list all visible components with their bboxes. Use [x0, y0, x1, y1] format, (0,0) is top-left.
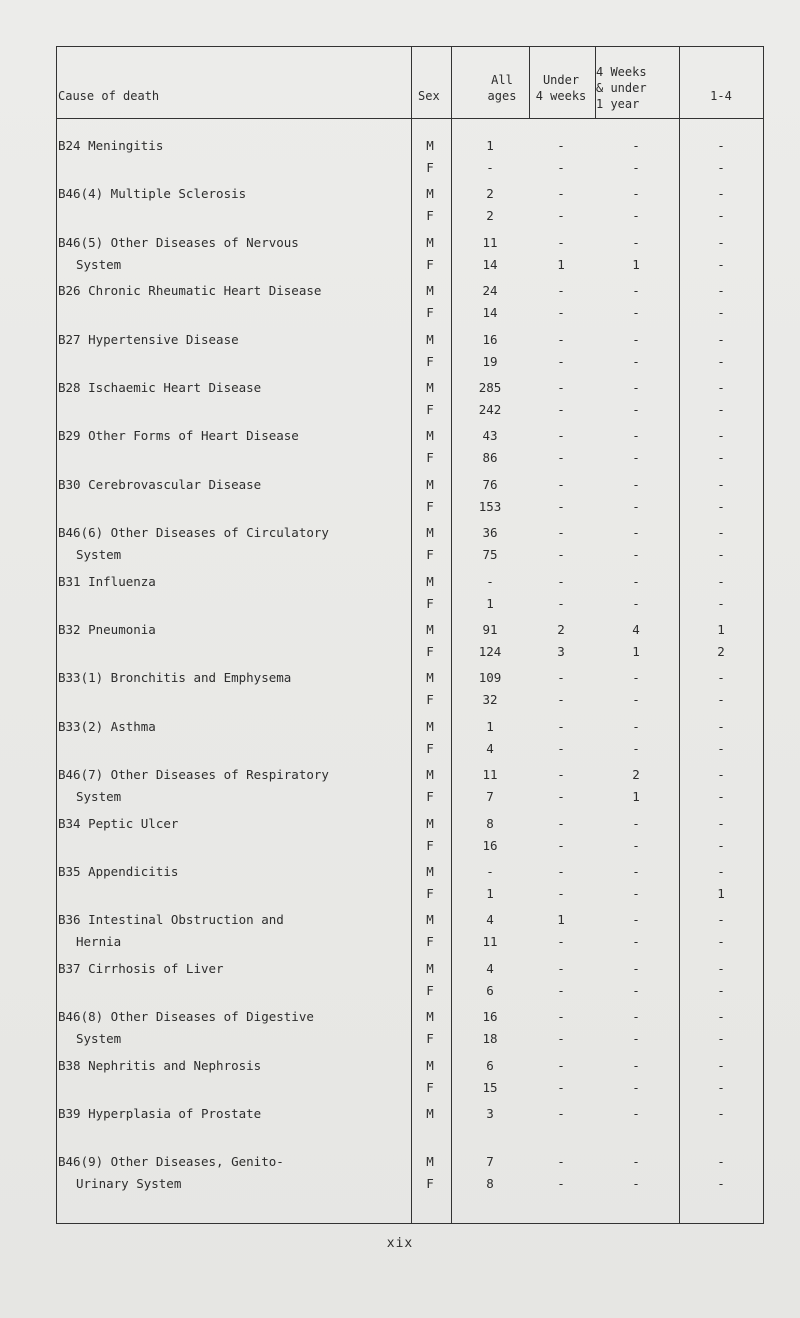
- female-under-4-weeks-cell: -: [557, 160, 565, 175]
- male-sex-cell: M: [426, 234, 434, 250]
- female-age-1-4-cell: -: [717, 160, 725, 175]
- male-4-weeks-under-1-year-cell: -: [632, 1057, 640, 1073]
- male-age-1-4-cell: -: [717, 767, 725, 783]
- female-under-4-weeks-cell: -: [557, 353, 565, 369]
- male-age-1-4-cell: -: [717, 138, 725, 153]
- male-under-4-weeks-cell: -: [557, 1057, 565, 1073]
- female-all-ages-cell: 6: [486, 982, 494, 998]
- header-age-1-4: 1-4: [710, 89, 732, 103]
- header-all-ages: All ages: [487, 73, 517, 103]
- male-age-1-4-cell: -: [717, 670, 725, 686]
- male-age-1-4-cell: -: [717, 525, 725, 541]
- male-4-weeks-under-1-year-cell: -: [632, 428, 640, 444]
- female-sex-cell: F: [426, 1176, 434, 1192]
- table-top-rule: [57, 46, 763, 47]
- header-cause: Cause of death: [58, 89, 160, 103]
- male-sex-cell: M: [426, 864, 434, 879]
- female-sex-cell: F: [426, 305, 434, 321]
- female-all-ages-cell: 14: [482, 256, 498, 272]
- male-all-ages-cell: 11: [482, 234, 498, 250]
- female-all-ages-cell: 15: [482, 1079, 498, 1095]
- female-sex-cell: F: [426, 256, 434, 272]
- female-4-weeks-under-1-year-cell: -: [632, 208, 640, 224]
- male-sex-cell: M: [426, 186, 434, 202]
- male-age-1-4-cell: -: [717, 380, 725, 395]
- male-age-1-4-cell: -: [717, 960, 725, 976]
- male-sex-cell: M: [426, 1057, 434, 1073]
- male-age-1-4-cell: -: [717, 1106, 725, 1121]
- cause-label: B36 Intestinal Obstruction and: [58, 912, 284, 928]
- header-bottom-rule: [57, 118, 763, 119]
- male-age-1-4-cell: -: [717, 476, 725, 492]
- female-age-1-4-cell: -: [717, 692, 725, 708]
- male-4-weeks-under-1-year-cell: -: [632, 815, 640, 831]
- male-all-ages-cell: 4: [486, 912, 494, 928]
- female-under-4-weeks-cell: -: [557, 1031, 565, 1047]
- header-under-4-weeks: Under 4 weeks: [535, 73, 587, 103]
- female-4-weeks-under-1-year-cell: -: [632, 1176, 640, 1192]
- female-sex-cell: F: [426, 1031, 434, 1047]
- female-all-ages-cell: 19: [482, 353, 498, 369]
- male-age-1-4-cell: -: [717, 1057, 725, 1073]
- cause-label: B32 Pneumonia: [58, 622, 156, 637]
- cause-label: B46(4) Multiple Sclerosis: [58, 186, 247, 202]
- male-age-1-4-cell: -: [717, 186, 725, 202]
- cause-label: B46(6) Other Diseases of Circulatory: [58, 525, 329, 541]
- male-under-4-weeks-cell: -: [557, 138, 565, 153]
- male-under-4-weeks-cell: -: [557, 573, 565, 589]
- male-4-weeks-under-1-year-cell: -: [632, 525, 640, 541]
- cause-label: B35 Appendicitis: [58, 864, 179, 879]
- male-under-4-weeks-cell: 1: [557, 912, 565, 928]
- male-sex-cell: M: [426, 670, 434, 686]
- male-sex-cell: M: [426, 1154, 434, 1170]
- male-under-4-weeks-cell: -: [557, 1106, 565, 1121]
- female-all-ages-cell: 18: [482, 1031, 498, 1047]
- female-all-ages-cell: 1: [486, 595, 494, 611]
- male-sex-cell: M: [426, 331, 434, 347]
- male-sex-cell: M: [426, 1106, 434, 1121]
- male-sex-cell: M: [426, 283, 434, 299]
- male-all-ages-cell: 7: [486, 1154, 494, 1170]
- male-all-ages-cell: 1: [486, 718, 494, 734]
- female-all-ages-cell: 242: [478, 402, 502, 417]
- cause-label: B46(9) Other Diseases, Genito-: [58, 1154, 284, 1170]
- male-sex-cell: M: [426, 525, 434, 541]
- female-under-4-weeks-cell: -: [557, 208, 565, 224]
- female-sex-cell: F: [426, 934, 434, 950]
- male-sex-cell: M: [426, 428, 434, 444]
- male-sex-cell: M: [426, 718, 434, 734]
- female-all-ages-cell: 11: [482, 934, 498, 950]
- female-age-1-4-cell: -: [717, 837, 725, 853]
- female-4-weeks-under-1-year-cell: 1: [632, 644, 640, 659]
- female-sex-cell: F: [426, 692, 434, 708]
- male-sex-cell: M: [426, 767, 434, 783]
- male-under-4-weeks-cell: -: [557, 283, 565, 299]
- male-all-ages-cell: 43: [482, 428, 498, 444]
- male-4-weeks-under-1-year-cell: -: [632, 670, 640, 686]
- female-under-4-weeks-cell: -: [557, 1079, 565, 1095]
- female-sex-cell: F: [426, 837, 434, 853]
- female-sex-cell: F: [426, 982, 434, 998]
- female-sex-cell: F: [426, 402, 434, 417]
- female-under-4-weeks-cell: -: [557, 982, 565, 998]
- female-under-4-weeks-cell: -: [557, 1176, 565, 1192]
- cause-label: B29 Other Forms of Heart Disease: [58, 428, 299, 444]
- male-4-weeks-under-1-year-cell: -: [632, 1009, 640, 1025]
- male-all-ages-cell: 285: [478, 380, 502, 395]
- male-4-weeks-under-1-year-cell: -: [632, 380, 640, 395]
- female-age-1-4-cell: -: [717, 208, 725, 224]
- male-under-4-weeks-cell: -: [557, 331, 565, 347]
- female-sex-cell: F: [426, 886, 434, 901]
- female-sex-cell: F: [426, 450, 434, 466]
- female-under-4-weeks-cell: -: [557, 692, 565, 708]
- cause-label-continued: System: [76, 1031, 122, 1047]
- female-all-ages-cell: 8: [486, 1176, 494, 1192]
- female-sex-cell: F: [426, 644, 434, 659]
- male-under-4-weeks-cell: -: [557, 476, 565, 492]
- male-4-weeks-under-1-year-cell: 4: [632, 622, 640, 637]
- cause-label: B33(2) Asthma: [58, 718, 156, 734]
- male-under-4-weeks-cell: -: [557, 525, 565, 541]
- male-age-1-4-cell: -: [717, 428, 725, 444]
- male-4-weeks-under-1-year-cell: -: [632, 476, 640, 492]
- male-4-weeks-under-1-year-cell: -: [632, 234, 640, 250]
- female-4-weeks-under-1-year-cell: -: [632, 160, 640, 175]
- female-all-ages-cell: 124: [478, 644, 502, 659]
- male-all-ages-cell: 8: [486, 815, 494, 831]
- female-all-ages-cell: 153: [478, 498, 502, 514]
- female-4-weeks-under-1-year-cell: -: [632, 450, 640, 466]
- male-all-ages-cell: 76: [482, 476, 498, 492]
- female-sex-cell: F: [426, 1079, 434, 1095]
- female-4-weeks-under-1-year-cell: -: [632, 595, 640, 611]
- male-sex-cell: M: [426, 912, 434, 928]
- cause-label: B26 Chronic Rheumatic Heart Disease: [58, 283, 322, 299]
- male-age-1-4-cell: -: [717, 912, 725, 928]
- female-sex-cell: F: [426, 740, 434, 756]
- male-4-weeks-under-1-year-cell: 2: [632, 767, 640, 783]
- male-4-weeks-under-1-year-cell: -: [632, 283, 640, 299]
- male-sex-cell: M: [426, 380, 434, 395]
- male-age-1-4-cell: -: [717, 331, 725, 347]
- female-4-weeks-under-1-year-cell: -: [632, 1031, 640, 1047]
- female-under-4-weeks-cell: -: [557, 934, 565, 950]
- female-4-weeks-under-1-year-cell: -: [632, 692, 640, 708]
- male-4-weeks-under-1-year-cell: -: [632, 138, 640, 153]
- cause-label: B27 Hypertensive Disease: [58, 331, 239, 347]
- female-4-weeks-under-1-year-cell: -: [632, 1079, 640, 1095]
- male-age-1-4-cell: -: [717, 864, 725, 879]
- male-sex-cell: M: [426, 138, 434, 153]
- male-all-ages-cell: 16: [482, 331, 498, 347]
- female-under-4-weeks-cell: -: [557, 547, 565, 563]
- female-age-1-4-cell: -: [717, 982, 725, 998]
- female-under-4-weeks-cell: -: [557, 595, 565, 611]
- male-all-ages-cell: 36: [482, 525, 498, 541]
- male-under-4-weeks-cell: -: [557, 670, 565, 686]
- male-all-ages-cell: -: [486, 573, 494, 589]
- cause-label: B33(1) Bronchitis and Emphysema: [58, 670, 292, 686]
- male-age-1-4-cell: -: [717, 234, 725, 250]
- male-all-ages-cell: 1: [486, 138, 494, 153]
- male-under-4-weeks-cell: -: [557, 815, 565, 831]
- cause-label-continued: Hernia: [76, 934, 122, 950]
- male-age-1-4-cell: -: [717, 1154, 725, 1170]
- female-under-4-weeks-cell: -: [557, 450, 565, 466]
- female-sex-cell: F: [426, 595, 434, 611]
- cause-label: B37 Cirrhosis of Liver: [58, 960, 224, 976]
- female-sex-cell: F: [426, 353, 434, 369]
- female-4-weeks-under-1-year-cell: 1: [632, 789, 640, 805]
- female-4-weeks-under-1-year-cell: -: [632, 402, 640, 417]
- cause-label-continued: Urinary System: [76, 1176, 182, 1192]
- female-sex-cell: F: [426, 789, 434, 805]
- male-all-ages-cell: 3: [486, 1106, 494, 1121]
- male-all-ages-cell: 2: [486, 186, 494, 202]
- female-4-weeks-under-1-year-cell: 1: [632, 256, 640, 272]
- male-age-1-4-cell: -: [717, 815, 725, 831]
- female-age-1-4-cell: -: [717, 305, 725, 321]
- female-sex-cell: F: [426, 547, 434, 563]
- female-sex-cell: F: [426, 208, 434, 224]
- cause-label: B34 Peptic Ulcer: [58, 815, 179, 831]
- female-age-1-4-cell: -: [717, 595, 725, 611]
- female-age-1-4-cell: -: [717, 547, 725, 563]
- female-age-1-4-cell: -: [717, 1176, 725, 1192]
- male-under-4-weeks-cell: -: [557, 864, 565, 879]
- female-age-1-4-cell: -: [717, 934, 725, 950]
- female-4-weeks-under-1-year-cell: -: [632, 934, 640, 950]
- male-all-ages-cell: 4: [486, 960, 494, 976]
- female-all-ages-cell: -: [486, 160, 494, 175]
- male-4-weeks-under-1-year-cell: -: [632, 186, 640, 202]
- cause-label-continued: System: [76, 256, 122, 272]
- female-4-weeks-under-1-year-cell: -: [632, 982, 640, 998]
- male-all-ages-cell: 109: [478, 670, 502, 686]
- male-sex-cell: M: [426, 573, 434, 589]
- cause-label: B38 Nephritis and Nephrosis: [58, 1057, 262, 1073]
- cause-label: B46(8) Other Diseases of Digestive: [58, 1009, 314, 1025]
- male-age-1-4-cell: -: [717, 573, 725, 589]
- female-4-weeks-under-1-year-cell: -: [632, 305, 640, 321]
- female-sex-cell: F: [426, 160, 434, 175]
- male-under-4-weeks-cell: -: [557, 186, 565, 202]
- female-sex-cell: F: [426, 498, 434, 514]
- female-all-ages-cell: 1: [486, 886, 494, 901]
- female-under-4-weeks-cell: -: [557, 402, 565, 417]
- female-under-4-weeks-cell: -: [557, 498, 565, 514]
- female-4-weeks-under-1-year-cell: -: [632, 837, 640, 853]
- cause-label: B24 Meningitis: [58, 138, 164, 153]
- male-under-4-weeks-cell: -: [557, 960, 565, 976]
- female-age-1-4-cell: -: [717, 353, 725, 369]
- cause-label: B30 Cerebrovascular Disease: [58, 476, 262, 492]
- male-all-ages-cell: 16: [482, 1009, 498, 1025]
- female-all-ages-cell: 4: [486, 740, 494, 756]
- female-all-ages-cell: 86: [482, 450, 498, 466]
- female-under-4-weeks-cell: -: [557, 886, 565, 901]
- male-sex-cell: M: [426, 960, 434, 976]
- female-all-ages-cell: 14: [482, 305, 498, 321]
- male-4-weeks-under-1-year-cell: -: [632, 864, 640, 879]
- male-all-ages-cell: 91: [482, 622, 498, 637]
- male-sex-cell: M: [426, 476, 434, 492]
- cause-label: B39 Hyperplasia of Prostate: [58, 1106, 262, 1121]
- male-all-ages-cell: 11: [482, 767, 498, 783]
- female-all-ages-cell: 32: [482, 692, 498, 708]
- male-4-weeks-under-1-year-cell: -: [632, 1154, 640, 1170]
- female-under-4-weeks-cell: 3: [557, 644, 565, 659]
- male-4-weeks-under-1-year-cell: -: [632, 1106, 640, 1121]
- male-4-weeks-under-1-year-cell: -: [632, 960, 640, 976]
- male-under-4-weeks-cell: -: [557, 380, 565, 395]
- cause-label: B28 Ischaemic Heart Disease: [58, 380, 262, 395]
- male-all-ages-cell: 6: [486, 1057, 494, 1073]
- cause-label-continued: System: [76, 789, 122, 805]
- male-under-4-weeks-cell: -: [557, 234, 565, 250]
- male-age-1-4-cell: -: [717, 1009, 725, 1025]
- female-all-ages-cell: 2: [486, 208, 494, 224]
- male-age-1-4-cell: -: [717, 283, 725, 299]
- female-4-weeks-under-1-year-cell: -: [632, 353, 640, 369]
- female-age-1-4-cell: -: [717, 789, 725, 805]
- female-age-1-4-cell: 1: [717, 886, 725, 901]
- male-sex-cell: M: [426, 815, 434, 831]
- header-4-weeks-under-1-year: 4 Weeks & under 1 year: [596, 65, 647, 111]
- male-all-ages-cell: -: [486, 864, 494, 879]
- cause-label: B31 Influenza: [58, 573, 156, 589]
- male-all-ages-cell: 24: [482, 283, 498, 299]
- female-all-ages-cell: 75: [482, 547, 498, 563]
- male-under-4-weeks-cell: -: [557, 1009, 565, 1025]
- male-age-1-4-cell: 1: [717, 622, 725, 637]
- female-age-1-4-cell: -: [717, 256, 725, 272]
- male-under-4-weeks-cell: 2: [557, 622, 565, 637]
- cause-label-continued: System: [76, 547, 122, 563]
- male-under-4-weeks-cell: -: [557, 1154, 565, 1170]
- female-under-4-weeks-cell: -: [557, 789, 565, 805]
- male-age-1-4-cell: -: [717, 718, 725, 734]
- male-sex-cell: M: [426, 1009, 434, 1025]
- male-under-4-weeks-cell: -: [557, 428, 565, 444]
- header-sex: Sex: [418, 89, 440, 103]
- female-under-4-weeks-cell: 1: [557, 256, 565, 272]
- female-age-1-4-cell: -: [717, 450, 725, 466]
- female-under-4-weeks-cell: -: [557, 837, 565, 853]
- female-under-4-weeks-cell: -: [557, 740, 565, 756]
- female-age-1-4-cell: -: [717, 498, 725, 514]
- male-under-4-weeks-cell: -: [557, 718, 565, 734]
- cause-label: B46(7) Other Diseases of Respiratory: [58, 767, 329, 783]
- cause-label: B46(5) Other Diseases of Nervous: [58, 234, 299, 250]
- female-age-1-4-cell: 2: [717, 644, 725, 659]
- female-4-weeks-under-1-year-cell: -: [632, 498, 640, 514]
- male-4-weeks-under-1-year-cell: -: [632, 718, 640, 734]
- female-all-ages-cell: 7: [486, 789, 494, 805]
- female-age-1-4-cell: -: [717, 402, 725, 417]
- female-4-weeks-under-1-year-cell: -: [632, 740, 640, 756]
- male-4-weeks-under-1-year-cell: -: [632, 912, 640, 928]
- page-number: xix: [386, 1236, 414, 1251]
- female-age-1-4-cell: -: [717, 740, 725, 756]
- female-4-weeks-under-1-year-cell: -: [632, 886, 640, 901]
- male-4-weeks-under-1-year-cell: -: [632, 331, 640, 347]
- female-age-1-4-cell: -: [717, 1031, 725, 1047]
- female-age-1-4-cell: -: [717, 1079, 725, 1095]
- female-all-ages-cell: 16: [482, 837, 498, 853]
- male-4-weeks-under-1-year-cell: -: [632, 573, 640, 589]
- female-4-weeks-under-1-year-cell: -: [632, 547, 640, 563]
- female-under-4-weeks-cell: -: [557, 305, 565, 321]
- male-under-4-weeks-cell: -: [557, 767, 565, 783]
- male-sex-cell: M: [426, 622, 434, 637]
